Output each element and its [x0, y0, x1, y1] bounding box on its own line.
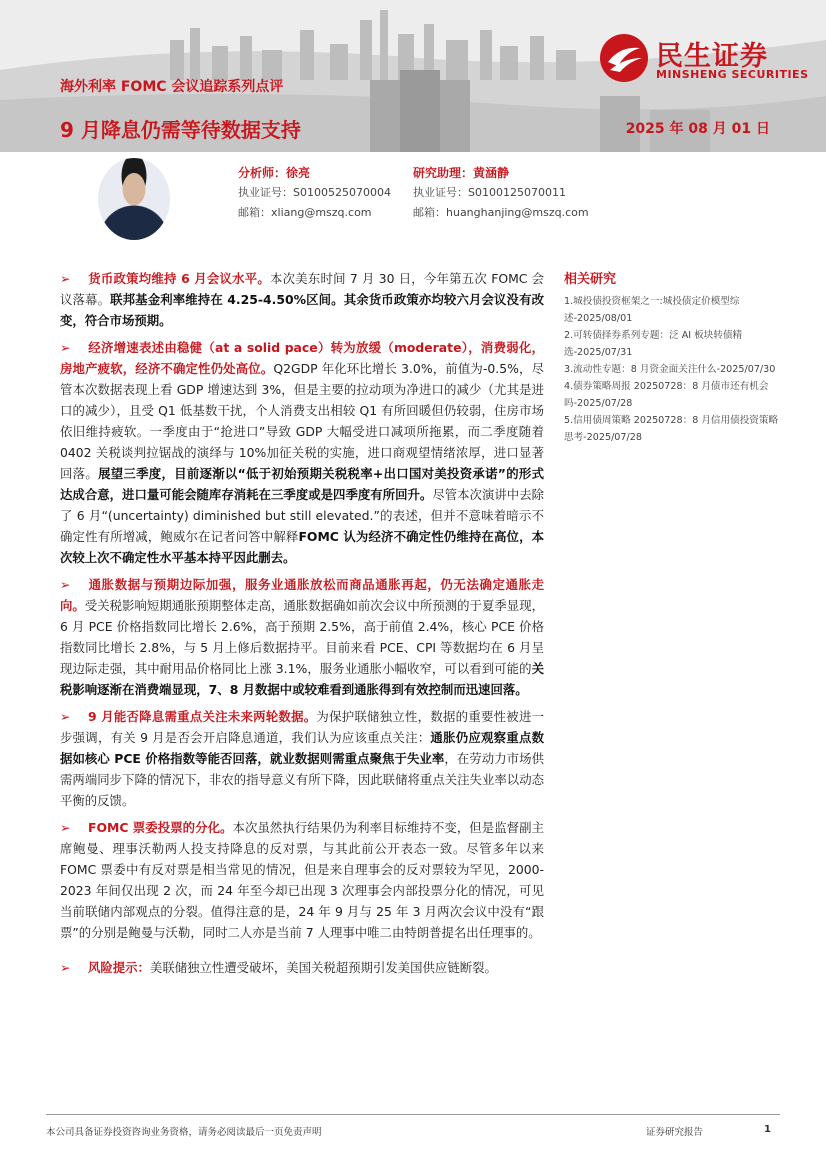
paragraph-lead: 货币政策均维持 6 月会议水平。 [88, 271, 271, 286]
risk-label: 风险提示： [88, 960, 150, 975]
paragraph-inflation [60, 574, 544, 700]
related-research [564, 268, 784, 446]
paragraph-lead: 通胀数据与预期边际加强，服务业通胀放松而商品通胀再起，仍无法确定通胀走向。 [60, 577, 544, 613]
paragraph-text: 本次美东时间 7 月 30 日，今年第五次 FOMC 会议落幕。 [60, 271, 544, 307]
assistant-info [413, 163, 589, 223]
series-title: 海外利率 FOMC 会议追踪系列点评 [60, 79, 284, 95]
assistant-email[interactable]: 邮箱：huanghanjing@mszq.com [413, 206, 589, 219]
logo-text-en: MINSHENG SECURITIES [656, 68, 809, 81]
bullet-arrow-icon: ➢ [60, 577, 71, 592]
minsheng-logo [598, 32, 808, 88]
related-research-item[interactable]: 5.信用债周策略 20250728：8 月信用债投资策略思考-2025/07/28 [564, 415, 779, 443]
paragraph-text: 尽管本次演讲中去除了 6 月“(uncertainty) diminished but still elevated.”的表述，但并不意味着暗示不确定性有所增减，鲍威尔在记者问答中解释 [60, 487, 545, 544]
footer-report-type: 证券研究报告 [646, 1127, 704, 1138]
paragraph-text: 受关税影响短期通胀预期整体走高，通胀数据确如前次会议中所预测的于夏季显现，6 月 PCE 价格指数同比增长 2.6%，高于预期 2.5%，高于前值 2.4%，核心 PCE 价格指数同比增长 2.8%，与 5 月上修后数据持平。目前来看 PCE、CPI 等数据均在 6 月呈现边际走强，其中耐用品价格同比上涨 3.1%，服务业通胀小幅收窄，可以看到可能的 [60, 598, 545, 676]
paragraph-text: 为保护联储独立性，数据的重要性被进一步强调，有关 9 月是否会开启降息通道，我们认为应该重点关注： [60, 709, 544, 745]
header-banner [0, 0, 826, 152]
bullet-arrow-icon: ➢ [60, 340, 71, 355]
paragraph-lead: FOMC 票委投票的分化。 [88, 820, 233, 835]
paragraph-bold: 展望三季度，目前逐渐以“低于初始预期关税税率+出口国对美投资承诺”的形式达成合意，进口量可能会随库存消耗在三季度或是四季度有所回升。 [60, 466, 544, 502]
bullet-arrow-icon: ➢ [60, 709, 71, 724]
footer-disclaimer: 本公司具备证券投资咨询业务资格，请务必阅读最后一页免责声明 [46, 1127, 322, 1138]
paragraph-risk [60, 957, 544, 978]
paragraph-bold: 联邦基金利率维持在 4.25-4.50%区间。其余货币政策亦均较六月会议没有改变，符合市场预期。 [60, 292, 545, 328]
bullet-arrow-icon: ➢ [60, 271, 71, 286]
related-research-item[interactable]: 3.流动性专题：8 月资金面关注什么-2025/07/30 [564, 364, 776, 375]
footer-divider [46, 1114, 780, 1115]
report-date: 2025 年 08 月 01 日 [625, 121, 770, 137]
related-research-item[interactable]: 2.可转债择券系列专题：泛 AI 板块转债精选-2025/07/31 [564, 330, 743, 358]
related-research-item[interactable]: 1.城投债投资框架之一:城投债定价模型综述-2025/08/01 [564, 296, 740, 324]
related-research-item[interactable]: 4.债券策略周报 20250728：8 月债市还有机会吗-2025/07/28 [564, 381, 769, 409]
paragraph-bold: 关税影响逐渐在消费端显现，7、8 月数据中或较难看到通胀得到有效控制而迅速回落。 [60, 661, 544, 697]
paragraph-lead: 9 月能否降息需重点关注未来两轮数据。 [88, 709, 317, 724]
paragraph-text: 本次虽然执行结果仍为利率目标维持不变，但是监督副主席鲍曼、理事沃勒两人投支持降息的反对票，与其此前公开表态一致。尽管多年以来 FOMC 票委中有反对票是相当常见的情况，但是来自理事会的反对票较为罕见，2000-2023 年间仅出现 2 次，而 24 年至今却已出现 3 次理事会内部投票分化的情况，可见当前联储内部观点的分裂。值得注意的是，24 年 9 月与 25 年 3 月两次会议中没有“跟票”的分别是鲍曼与沃勒，同时二人亦是当前 7 人理事中唯二由特朗普提名出任理事的。 [60, 820, 544, 940]
paragraph-rate-cut [60, 706, 544, 811]
report-title: 9 月降息仍需等待数据支持 [60, 118, 301, 142]
minsheng-logo-icon [598, 32, 650, 84]
bullet-arrow-icon: ➢ [60, 820, 71, 835]
paragraph-economy [60, 337, 544, 568]
related-research-title: 相关研究 [564, 272, 617, 287]
paragraph-bold: FOMC 认为经济不确定性仍维持在高位，本次较上次不确定性水平基本持平因此删去。 [60, 529, 545, 565]
paragraph-lead: 经济增速表述由稳健（at a solid pace）转为放缓（moderate），消费弱化，房地产疲软，经济不确定性仍处高位。 [60, 340, 544, 376]
analyst-name: 分析师：徐亮 [238, 166, 311, 180]
risk-text: 美联储独立性遭受破坏，美国关税超预期引发美国供应链断裂。 [149, 960, 497, 975]
paragraph-text: ，在劳动力市场供需两端同步下降的情况下，非农的指导意义有所下降，因此联储将重点关注失业率以动态平衡的反馈。 [60, 751, 544, 808]
analyst-email[interactable]: 邮箱：xliang@mszq.com [238, 206, 372, 219]
logo-text-cn: 民生证券 [656, 41, 768, 72]
report-body [60, 268, 544, 984]
paragraph-voting [60, 817, 544, 943]
analyst-cert: 执业证号：S0100525070004 [238, 186, 391, 199]
paragraph-text: Q2GDP 年化环比增长 3.0%，前值为-0.5%，尽管本次数据表现上看 GDP 增速达到 3%，但是主要的拉动项为净进口的减少（尤其是进口的减少），且受 Q1 低基数干扰，个人消费支出相较 Q1 有所回暖但仍较弱，住房市场依旧维持疲软。一季度由于“抢进口”导致 GDP 大幅受进口减项所拖累，而二季度随着 0402 关税谈判拉锯战的演绎与 10%加征关税的实施，进口商观望情绪浓厚，进口显著回落。 [60, 361, 544, 481]
assistant-cert: 执业证号：S0100125070011 [413, 186, 566, 199]
paragraph-policy [60, 268, 544, 331]
analyst-photo [98, 158, 170, 240]
paragraph-bold: 通胀仍应观察重点数据如核心 PCE 价格指数等能否回落，就业数据则需重点聚焦于失业率 [60, 730, 544, 766]
assistant-name: 研究助理：黄涵静 [413, 166, 510, 180]
analyst-info [238, 163, 391, 223]
page-number: 1 [764, 1124, 771, 1135]
bullet-arrow-icon: ➢ [60, 960, 71, 975]
